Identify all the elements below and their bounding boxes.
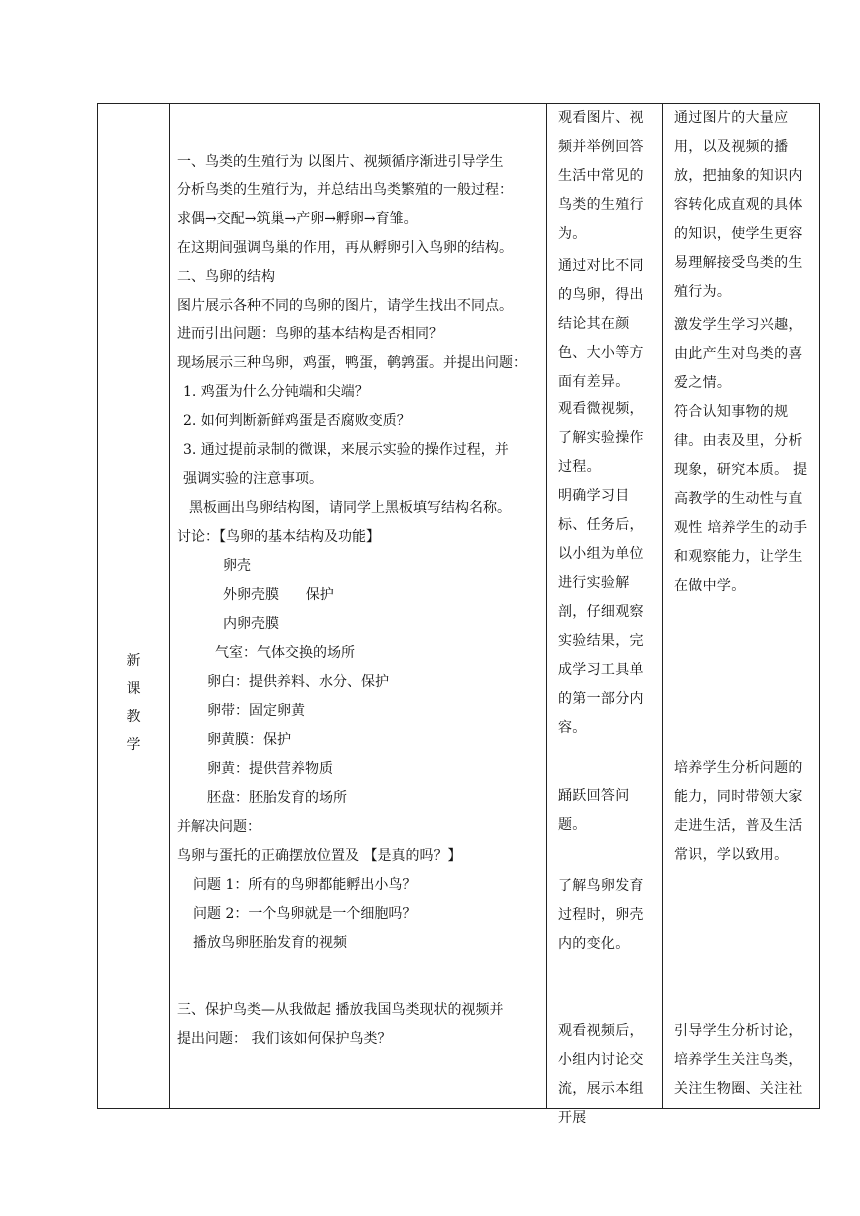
student-activity-block: 了解鸟卵发育过程时，卵壳内的变化。 xyxy=(558,878,644,952)
structure-item: 外卵壳膜 保护 xyxy=(223,587,334,603)
structure-item: 卵壳 xyxy=(223,558,251,574)
text-line: 在这期间强调鸟巢的作用，再从孵卵引入鸟卵的结构。 xyxy=(177,240,513,256)
text-line: 进而引出问题：鸟卵的基本结构是否相同？ xyxy=(177,326,443,342)
section-label-char: 教 xyxy=(126,709,141,725)
student-activity-block: 观看微视频，了解实验操作过程。 xyxy=(558,401,644,475)
question-item: 问题 2：一个鸟卵就是一个细胞吗？ xyxy=(193,906,417,922)
structure-item: 卵带：固定卵黄 xyxy=(207,703,305,719)
structure-item: 卵白：提供养料、水分、保护 xyxy=(207,674,389,690)
design-intent-block: 激发学生学习兴趣，由此产生对鸟类的喜爱之情。 xyxy=(674,317,803,391)
student-activity-block: 通过对比不同的鸟卵，得出结论其在颜色、大小等方面有差异。 xyxy=(558,258,644,390)
design-intent-block: 符合认知事物的规律。由表及里，分析现象，研究本质。 提高教学的生动性与直观性 培养学生的动手和观察能力，让学生在做中学。 xyxy=(674,404,808,594)
text-line: 一、鸟类的生殖行为 以图片、视频循序渐进引导学生 xyxy=(177,154,504,170)
text-line: 分析鸟类的生殖行为，并总结出鸟类繁殖的一般过程： xyxy=(177,182,513,198)
lesson-plan-table xyxy=(97,103,820,1126)
text-line: 并解决问题： xyxy=(177,819,261,835)
section-label-char: 学 xyxy=(126,737,141,753)
design-intent-block: 培养学生分析问题的能力，同时带领大家走进生活，普及生活常识，学以致用。 xyxy=(674,760,803,863)
structure-item: 气室：气体交换的场所 xyxy=(215,645,355,661)
question-item: 1. 鸡蛋为什么分钝端和尖端？ xyxy=(183,384,369,400)
structure-item: 胚盘：胚胎发育的场所 xyxy=(207,790,347,806)
section-label-char: 新 xyxy=(126,653,141,669)
text-line: 现场展示三种鸟卵，鸡蛋，鸭蛋，鹌鹑蛋。并提出问题： xyxy=(177,355,527,371)
design-intent-block: 引导学生分析讨论，培养学生关注鸟类，关注生物圈、关注社 xyxy=(674,1023,803,1097)
column-divider xyxy=(169,104,170,1108)
section-label-char: 课 xyxy=(126,681,141,697)
text-line: 播放鸟卵胚胎发育的视频 xyxy=(193,935,347,951)
teacher-activity-cell xyxy=(173,104,546,1108)
text-line: 黑板画出鸟卵结构图，请同学上黑板填写结构名称。 xyxy=(189,500,511,516)
question-item: 3. 通过提前录制的微课，来展示实验的操作过程，并 xyxy=(183,442,509,458)
column-divider xyxy=(546,104,547,1108)
text-line: 强调实验的注意事项。 xyxy=(183,471,323,487)
student-activity-block: 观看视频后，小组内讨论交流，展示本组开展 xyxy=(558,1023,644,1126)
design-intent-block: 通过图片的大量应用，以及视频的播放，把抽象的知识内容转化成直观的具体的知识，使学生更容易理解接受鸟类的生殖行为。 xyxy=(674,110,803,300)
text-line: 讨论：【鸟卵的基本结构及功能】 xyxy=(177,529,380,545)
text-line: 二、鸟卵的结构 xyxy=(177,269,275,285)
section-label xyxy=(98,647,169,759)
text-line: 三、保护鸟类—从我做起 播放我国鸟类现状的视频并 xyxy=(177,1002,504,1018)
structure-item: 内卵壳膜 xyxy=(223,616,279,632)
student-activity-block: 明确学习目标、任务后，以小组为单位进行实验解剖，仔细观察实验结果，完成学习工具单的第一部分内容。 xyxy=(558,488,644,736)
design-intent-cell xyxy=(668,104,818,1108)
structure-item: 卵黄膜：保护 xyxy=(207,732,291,748)
text-line: 鸟卵与蛋托的正确摆放位置及 【是真的吗？】 xyxy=(177,848,462,864)
column-divider xyxy=(662,104,663,1108)
text-line: 求偶→交配→筑巢→产卵→孵卵→育雏。 xyxy=(177,211,418,227)
student-activity-cell xyxy=(552,104,660,1126)
question-item: 问题 1：所有的鸟卵都能孵出小鸟？ xyxy=(193,877,417,893)
structure-item: 卵黄：提供营养物质 xyxy=(207,761,333,777)
question-item: 2. 如何判断新鲜鸡蛋是否腐败变质？ xyxy=(183,413,411,429)
student-activity-block: 踊跃回答问题。 xyxy=(558,788,630,833)
text-line: 提出问题： 我们该如何保护鸟类？ xyxy=(177,1031,392,1047)
student-activity-block: 观看图片、视频并举例回答生活中常见的鸟类的生殖行为。 xyxy=(558,110,644,242)
text-line: 图片展示各种不同的鸟卵的图片，请学生找出不同点。 xyxy=(177,298,513,314)
